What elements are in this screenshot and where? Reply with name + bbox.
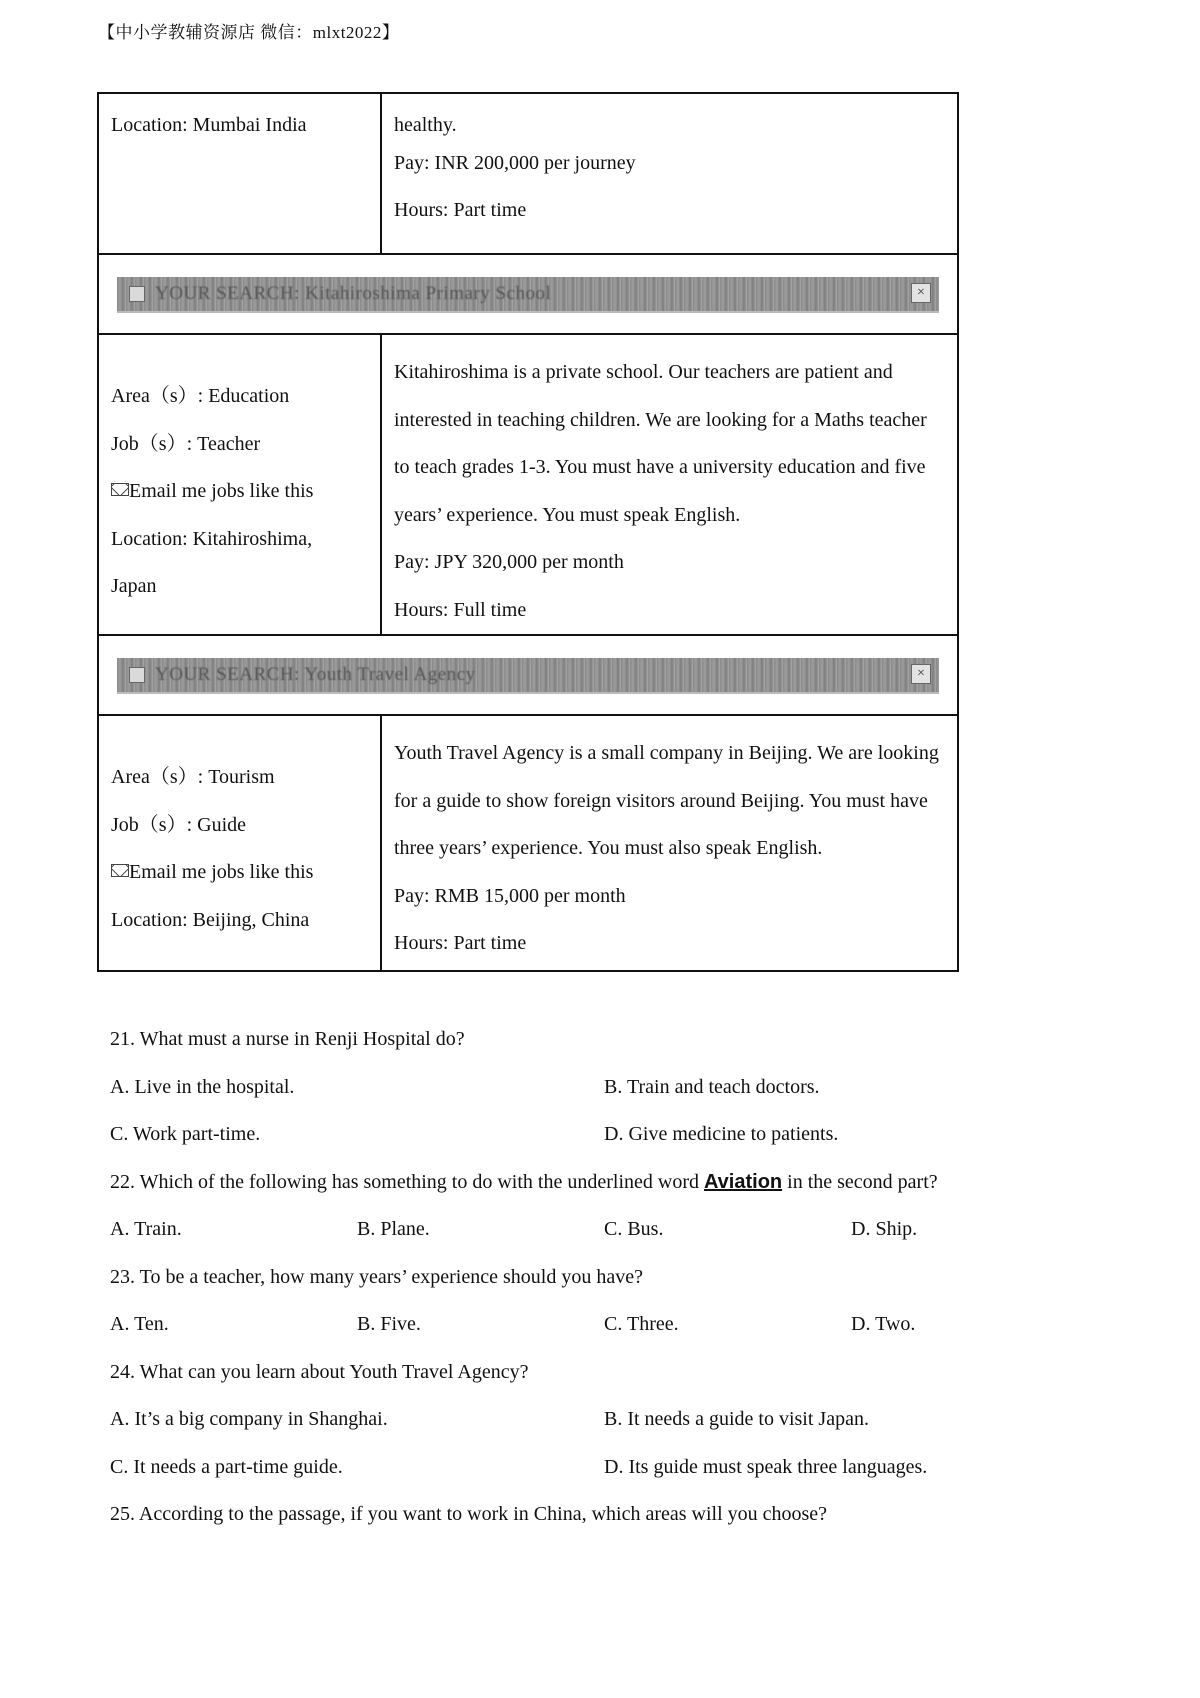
description-line: years’ experience. You must speak English. [394,503,741,526]
location-text-cont: Japan [111,575,157,597]
header-note: 【中小学教辅资源店 微信：mlxt2022】 [98,23,400,42]
question-24: 24. What can you learn about Youth Travel Agency? [110,1361,529,1383]
location-text: Location: Mumbai India [111,114,307,136]
search-window-icon [129,667,145,683]
option-23-d: D. Two. [851,1313,916,1335]
description-line: to teach grades 1-3. You must have a university education and five [394,456,926,478]
hours-text: Hours: Full time [394,598,527,621]
mail-icon [111,483,129,496]
job-description-cell [381,334,958,635]
email-jobs-link[interactable] [111,468,368,516]
question-25: 25. According to the passage, if you want to work in China, which areas will you choose? [110,1503,828,1525]
close-icon[interactable]: × [911,664,931,684]
close-icon[interactable]: × [911,283,931,303]
search-window-icon [129,286,145,302]
option-24-c: C. It needs a part-time guide. [110,1456,343,1478]
description-line: for a guide to show foreign visitors around Beijing. You must have [394,789,928,812]
search-bar-row-kitahiroshima [98,254,958,334]
location-text: Location: Kitahiroshima, [111,527,313,550]
pay-text: Pay: RMB 15,000 per month [394,884,626,907]
email-jobs-label: Email me jobs like this [129,861,314,883]
pay-text: Pay: JPY 320,000 per month [394,551,624,573]
search-bar [117,277,939,311]
option-22-b: B. Plane. [357,1218,430,1240]
option-22-d: D. Ship. [851,1218,918,1240]
underlined-word: Aviation [703,1171,783,1193]
hours-text: Hours: Part time [394,932,527,954]
option-22-c: C. Bus. [604,1218,664,1240]
job-text: Job（s）: Teacher [111,432,261,455]
description-line: Youth Travel Agency is a small company in Beijing. We are looking [394,742,939,764]
option-24-a: A. It’s a big company in Shanghai. [110,1408,388,1430]
option-21-b: B. Train and teach doctors. [604,1076,820,1098]
job-meta-cell [98,334,381,635]
search-bar [117,658,939,692]
job-description-cell [381,715,958,971]
email-jobs-link[interactable] [111,849,368,897]
search-bar-row-youth-travel [98,635,958,715]
job-meta-cell [98,93,381,254]
option-24-b: B. It needs a guide to visit Japan. [604,1408,869,1430]
email-jobs-label: Email me jobs like this [129,480,314,502]
question-22-post: in the second part? [782,1171,938,1193]
option-24-d: D. Its guide must speak three languages. [604,1456,928,1478]
option-21-a: A. Live in the hospital. [110,1076,295,1098]
job-row-youth-travel [98,715,958,971]
job-row-kitahiroshima [98,334,958,635]
job-text: Job（s）: Guide [111,813,246,836]
option-23-a: A. Ten. [110,1313,169,1335]
mail-icon [111,864,129,877]
hours-text: Hours: Part time [394,199,527,221]
question-21: 21. What must a nurse in Renji Hospital do? [110,1028,465,1050]
description-line: interested in teaching children. We are looking for a Maths teacher [394,408,927,431]
area-text: Area（s）: Tourism [111,766,275,788]
job-description-cell [381,93,958,254]
option-21-c: C. Work part-time. [110,1123,261,1145]
description-line: Kitahiroshima is a private school. Our teachers are patient and [394,361,893,383]
question-22 [110,1171,938,1194]
option-23-b: B. Five. [357,1313,421,1335]
option-23-c: C. Three. [604,1313,679,1335]
search-bar-title: YOUR SEARCH: Youth Travel Agency [155,664,476,685]
pay-text: Pay: INR 200,000 per journey [394,152,636,174]
job-meta-cell [98,715,381,971]
job-row-mumbai [98,93,958,254]
question-22-pre: 22. Which of the following has something to do with the underlined word [110,1171,704,1193]
description-line: healthy. [394,114,457,136]
search-bar-title: YOUR SEARCH: Kitahiroshima Primary School [155,283,552,304]
option-22-a: A. Train. [110,1218,182,1240]
question-23: 23. To be a teacher, how many years’ experience should you have? [110,1266,643,1288]
location-text: Location: Beijing, China [111,908,310,931]
description-line: three years’ experience. You must also speak English. [394,837,823,859]
area-text: Area（s）: Education [111,385,290,407]
option-21-d: D. Give medicine to patients. [604,1123,839,1145]
job-listings-table [97,92,959,972]
